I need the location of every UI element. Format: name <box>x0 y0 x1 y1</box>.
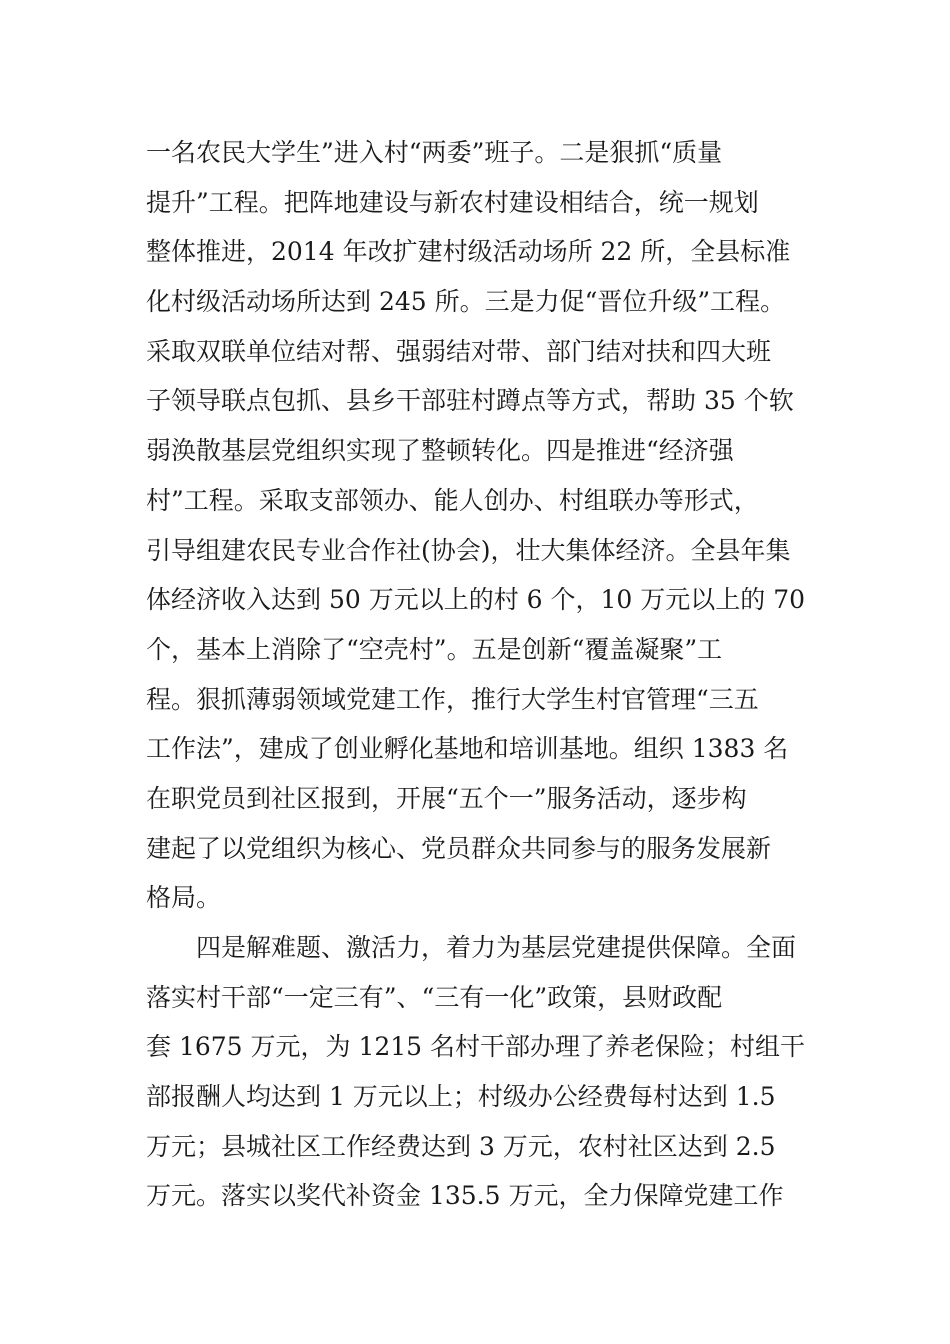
text-line: 一名农民大学生”进入村“两委”班子。二是狠抓“质量 <box>146 138 723 167</box>
paragraph-start-line: 四是解难题、激活力，着力为基层党建提供保障。全面 <box>146 933 797 962</box>
text-line: 在职党员到社区报到，开展“五个一”服务活动，逐步构 <box>146 783 747 813</box>
text-line: 落实村干部“一定三有”、“三有一化”政策，县财政配 <box>146 982 723 1012</box>
text-line: 化村级活动场所达到 245 所。三是力促“晋位升级”工程。 <box>146 287 786 317</box>
text-line: 个，基本上消除了“空壳村”。五是创新“覆盖凝聚”工 <box>146 634 723 664</box>
text-line: 整体推进，2014 年改扩建村级活动场所 22 所，全县标准 <box>146 237 791 267</box>
text-line: 提升”工程。把阵地建设与新农村建设相结合，统一规划 <box>146 187 759 217</box>
text-line: 万元。落实以奖代补资金 135.5 万元，全力保障党建工作 <box>146 1181 784 1211</box>
text-line: 采取双联单位结对帮、强弱结对带、部门结对扶和四大班 <box>146 336 772 366</box>
text-line: 套 1675 万元，为 1215 名村干部办理了养老保险；村组干 <box>146 1032 806 1062</box>
text-line: 部报酬人均达到 1 万元以上；村级办公经费每村达到 1.5 <box>146 1082 776 1112</box>
text-line: 工作法”，建成了创业孵化基地和培训基地。组织 1383 名 <box>146 734 789 764</box>
text-line: 建起了以党组织为核心、党员群众共同参与的服务发展新 <box>146 833 772 863</box>
text-line: 子领导联点包抓、县乡干部驻村蹲点等方式，帮助 35 个软 <box>146 386 794 416</box>
text-line: 引导组建农民专业合作社(协会)，壮大集体经济。全县年集 <box>146 535 791 565</box>
text-line: 万元；县城社区工作经费达到 3 万元，农村社区达到 2.5 <box>146 1131 776 1161</box>
text-line: 程。狠抓薄弱领域党建工作，推行大学生村官管理“三五 <box>146 684 759 714</box>
text-line: 村”工程。采取支部领办、能人创办、村组联办等形式， <box>146 485 759 515</box>
body-text <box>146 128 826 1221</box>
text-line: 格局。 <box>146 883 222 913</box>
text-line: 弱涣散基层党组织实现了整顿转化。四是推进“经济强 <box>146 436 734 466</box>
text-line: 体经济收入达到 50 万元以上的村 6 个，10 万元以上的 70 <box>146 585 806 615</box>
